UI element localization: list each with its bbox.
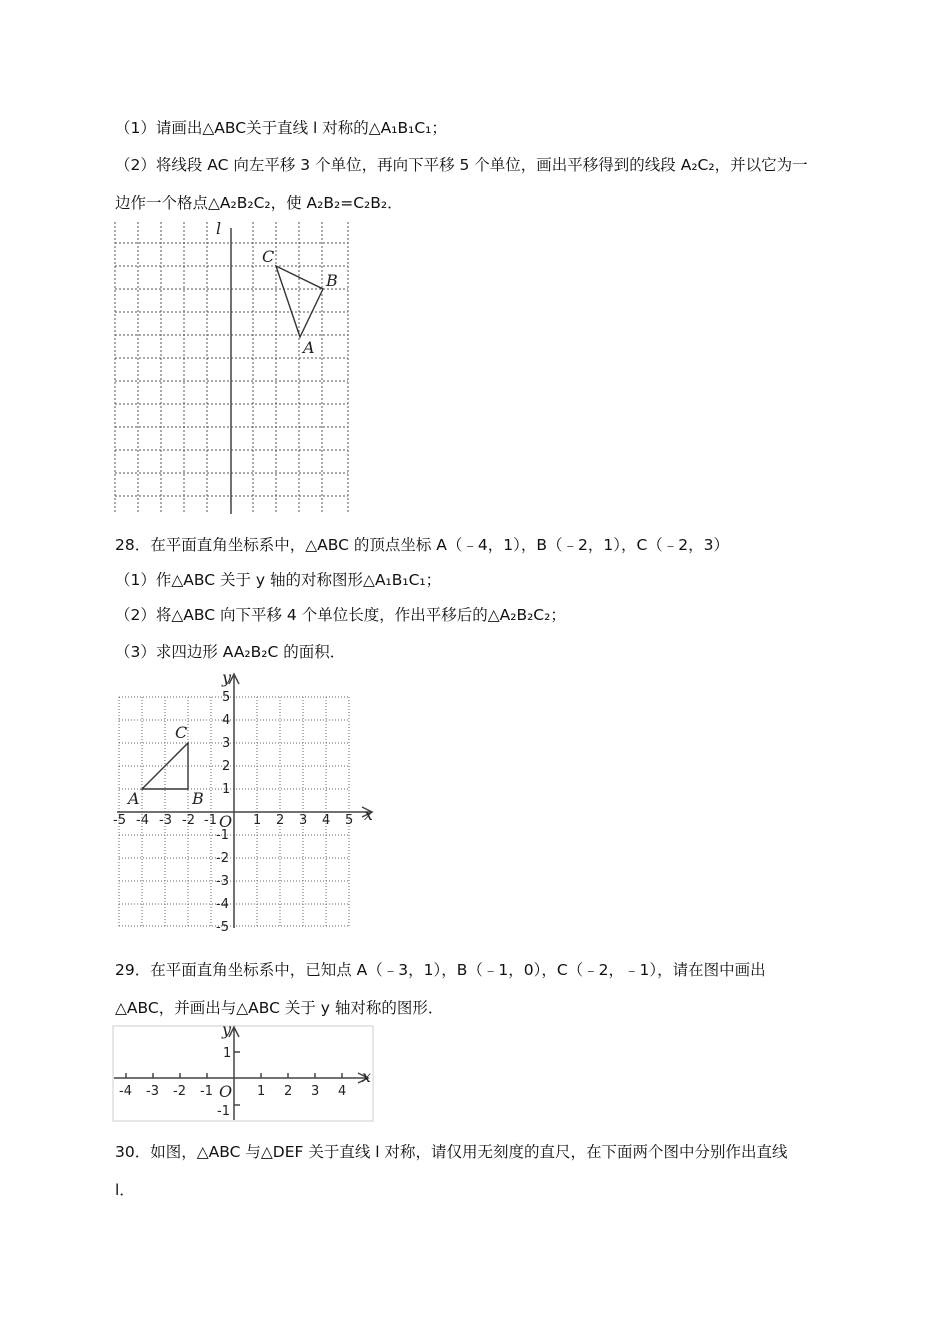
q29-x-tick-labels: [119, 1084, 346, 1099]
q28-x-axis: [117, 807, 372, 817]
q28-x-tick: -4: [136, 813, 149, 828]
q27-line-l-label: l: [216, 222, 222, 238]
q29-y-tick: -1: [217, 1104, 230, 1119]
q29-x-tick: 1: [257, 1084, 266, 1099]
q28-y-tick: -2: [216, 851, 229, 866]
q29-x-tick: -4: [119, 1084, 132, 1099]
q28-coordinate-figure: [112, 670, 377, 932]
q27-part2-line1: （2）将线段 AC 向左平移 3 个单位，再向下平移 5 个单位，画出平移得到的线段 A₂C₂，并以它为一: [115, 156, 808, 174]
q29-stem-line1: 29．在平面直角坐标系中，已知点 A（﹣3，1），B（﹣1，0），C（﹣2，﹣1），请在图中画出: [115, 961, 766, 979]
q27-label-b: B: [326, 271, 338, 290]
q28-y-axis: [229, 674, 239, 928]
q27-label-a: A: [303, 338, 315, 357]
q29-y-tick: 1: [223, 1046, 232, 1061]
q29-x-tick: 3: [311, 1084, 320, 1099]
q29-x-tick: 2: [284, 1084, 293, 1099]
q30-stem-line2: l．: [115, 1181, 135, 1199]
q28-y-tick: 3: [222, 736, 231, 751]
q28-part3: （3）求四边形 AA₂B₂C 的面积．: [115, 643, 346, 661]
q29-x-tick: -3: [146, 1084, 159, 1099]
q28-label-b: B: [192, 789, 204, 808]
q28-x-tick: -2: [182, 813, 195, 828]
q29-coordinate-figure: [112, 1025, 374, 1122]
q28-triangle-abc: [142, 743, 188, 789]
q27-grid-figure: [112, 222, 352, 514]
q28-x-tick: 3: [299, 813, 308, 828]
q28-x-label: x: [364, 805, 374, 824]
q29-y-label: y: [222, 1025, 232, 1039]
q29-x-label: x: [362, 1067, 372, 1086]
q29-y-axis: [229, 1027, 239, 1120]
q27-part2-line2: 边作一个格点△A₂B₂C₂，使 A₂B₂=C₂B₂．: [115, 194, 403, 212]
q28-y-tick: 2: [222, 759, 231, 774]
q28-y-tick: -3: [216, 874, 229, 889]
q28-x-tick: 5: [345, 813, 354, 828]
q28-x-tick: -1: [204, 813, 217, 828]
q28-y-tick: -5: [216, 920, 229, 932]
q28-y-tick-labels: [216, 690, 233, 932]
q28-x-tick: -3: [159, 813, 172, 828]
q28-origin-label: O: [219, 812, 233, 831]
q29-x-tick: -1: [200, 1084, 213, 1099]
q28-y-tick: 1: [222, 782, 231, 797]
q28-y-tick: 5: [222, 690, 231, 705]
q29-x-tick: -2: [173, 1084, 186, 1099]
q27-label-c: C: [262, 247, 275, 266]
q29-x-axis: [114, 1073, 368, 1083]
q28-y-tick: 4: [222, 713, 231, 728]
q28-x-tick: -5: [113, 813, 126, 828]
q28-part1: （1）作△ABC 关于 y 轴的对称图形△A₁B₁C₁；: [115, 571, 442, 589]
q28-y-tick: -1: [216, 828, 229, 843]
q27-part1: （1）请画出△ABC关于直线 l 对称的△A₁B₁C₁；: [115, 119, 447, 137]
q28-stem: 28．在平面直角坐标系中，△ABC 的顶点坐标 A（﹣4，1），B（﹣2，1），C（﹣2，3）: [115, 536, 730, 554]
q28-x-tick: 1: [253, 813, 262, 828]
q28-x-tick: 4: [322, 813, 331, 828]
q28-x-tick-labels: [113, 813, 353, 828]
q30-stem-line1: 30．如图，△ABC 与△DEF 关于直线 l 对称，请仅用无刻度的直尺，在下面两个图中分别作出直线: [115, 1143, 788, 1161]
q29-x-tick: 4: [338, 1084, 347, 1099]
q28-y-label: y: [222, 670, 232, 687]
q28-part2: （2）将△ABC 向下平移 4 个单位长度，作出平移后的△A₂B₂C₂；: [115, 606, 566, 624]
q28-x-tick: 2: [276, 813, 285, 828]
q28-label-a: A: [128, 789, 140, 808]
q29-stem-line2: △ABC，并画出与△ABC 关于 y 轴对称的图形．: [115, 999, 444, 1017]
q28-label-c: C: [175, 723, 188, 742]
q28-y-tick: -4: [216, 897, 229, 912]
q29-origin-label: O: [219, 1082, 233, 1101]
